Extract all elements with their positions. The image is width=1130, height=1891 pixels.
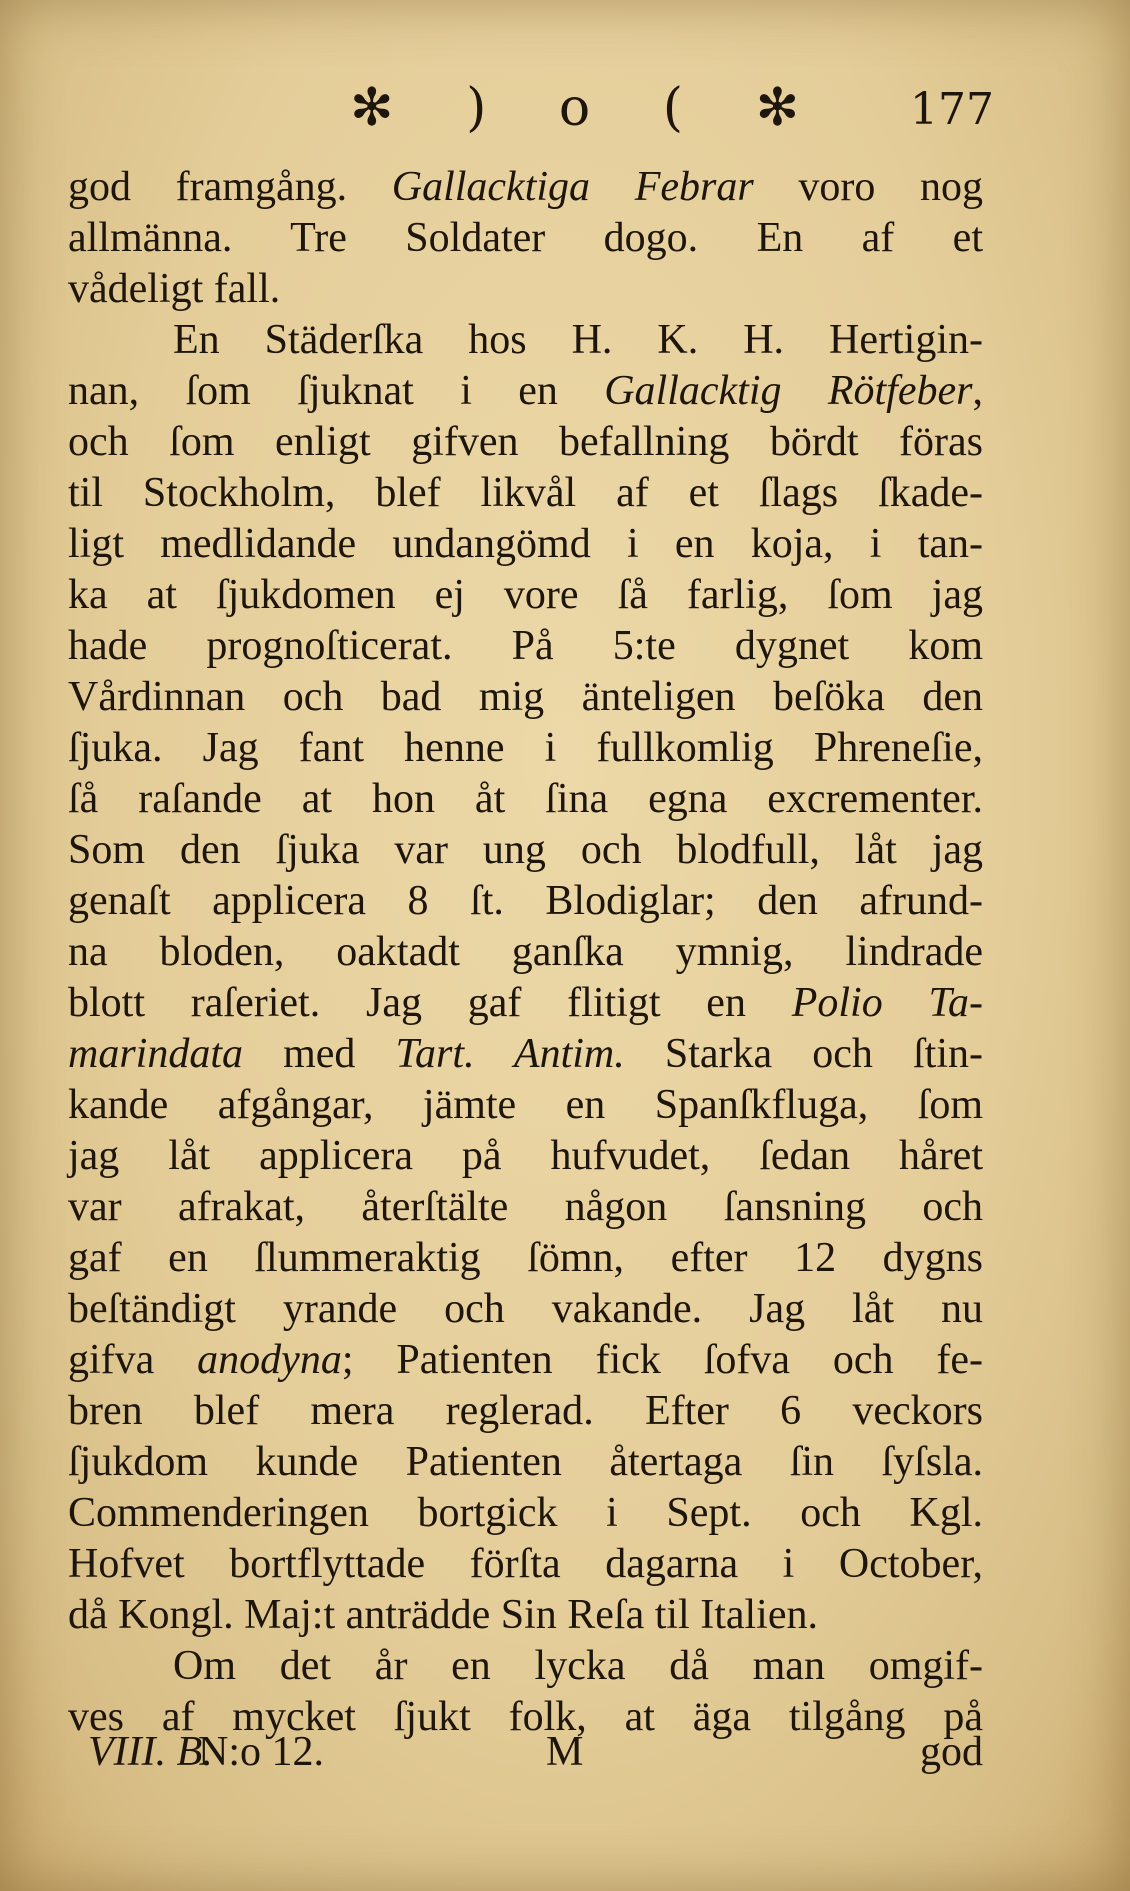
text-line: [68, 162, 983, 213]
text-segment: Som den ſjuka var ung och blodfull, låt jag: [68, 827, 983, 873]
text-line: [68, 1233, 983, 1284]
text-segment: ſjuka. Jag fant henne i fullkomlig Phreneſie,: [68, 725, 983, 771]
text-line: [68, 1029, 983, 1080]
text-line: [68, 1182, 983, 1233]
text-segment: Om det år en lycka då man omgif-: [173, 1643, 983, 1689]
text-line: [68, 825, 983, 876]
catchword: god: [920, 1729, 983, 1775]
text-segment: ligt medlidande undangömd i en koja, i tan-: [68, 521, 983, 567]
text-segment: allmänna. Tre Soldater dogo. En af et: [68, 215, 983, 261]
text-segment: gaf en ſlummeraktig ſömn, efter 12 dygns: [68, 1235, 983, 1281]
text-line: [68, 315, 983, 366]
text-line: [68, 519, 983, 570]
text-segment: beſtändigt yrande och vakande. Jag låt nu: [68, 1286, 983, 1332]
text-line: [68, 570, 983, 621]
italic-text-segment: marindata: [68, 1031, 244, 1077]
text-line: [68, 723, 983, 774]
text-segment: Vårdinnan och bad mig änteligen beſöka den: [68, 674, 983, 720]
text-line: [68, 264, 983, 315]
text-segment: En Städerſka hos H. K. H. Hertigin-: [173, 317, 983, 363]
text-segment: var afrakat, återſtälte någon ſansning och: [68, 1184, 983, 1230]
text-line: [68, 1641, 983, 1692]
text-segment: med: [243, 1031, 396, 1077]
text-line: [68, 1284, 983, 1335]
text-segment: då Kongl. Maj:t anträdde Sin Reſa til Italien.: [68, 1592, 818, 1638]
text-line: [68, 417, 983, 468]
text-segment: god framgång.: [68, 164, 392, 210]
text-segment: Starka och ſtin-: [624, 1031, 984, 1077]
text-segment: ves af mycket ſjukt folk, at äga tilgång på: [68, 1694, 983, 1740]
text-line: [68, 468, 983, 519]
text-segment: til Stockholm, blef likvål af et ſlags ſkade-: [68, 470, 983, 516]
page-number: 177: [910, 84, 994, 135]
text-line: [68, 213, 983, 264]
text-line: [68, 1590, 983, 1641]
page-footer: [68, 1728, 983, 1788]
text-line: [68, 1131, 983, 1182]
volume-mark: VIII. B.: [88, 1729, 213, 1775]
italic-text-segment: Gallacktiga Febrar: [391, 164, 754, 210]
text-segment: ; Patienten fick ſofva och fe-: [341, 1337, 983, 1383]
italic-text-segment: anodyna: [197, 1337, 342, 1383]
text-segment: jag låt applicera på hufvudet, ſedan håret: [68, 1133, 983, 1179]
text-line: [68, 1386, 983, 1437]
text-line: [68, 621, 983, 672]
text-segment: hade prognoſticerat. På 5:te dygnet kom: [68, 623, 983, 669]
text-segment: och ſom enligt gifven befallning bördt föras: [68, 419, 983, 465]
text-line: [68, 1488, 983, 1539]
italic-text-segment: Tart. Antim.: [395, 1031, 625, 1077]
text-segment: ſå raſande at hon åt ſina egna excrementer.: [68, 776, 983, 822]
text-segment: bren blef mera reglerad. Efter 6 veckors: [68, 1388, 983, 1434]
page-header: [0, 78, 1130, 148]
text-line: [68, 672, 983, 723]
text-segment: blott raſeriet. Jag gaf flitigt en: [68, 980, 792, 1026]
text-segment: nan, ſom ſjuknat i en: [68, 368, 605, 414]
text-segment: Hofvet bortflyttade förſta dagarna i October,: [68, 1541, 983, 1587]
text-segment: kande afgångar, jämte en Spanſkfluga, ſom: [68, 1082, 983, 1128]
text-line: [68, 774, 983, 825]
text-line: [68, 978, 983, 1029]
signature-mark: M: [546, 1729, 584, 1775]
text-segment: gifva: [68, 1337, 198, 1383]
text-segment: ,: [972, 368, 983, 414]
italic-text-segment: Polio Ta-: [791, 980, 984, 1026]
text-line: [68, 1080, 983, 1131]
body-text: [68, 162, 983, 1743]
text-line: [68, 366, 983, 417]
text-segment: na bloden, oaktadt ganſka ymnig, lindrade: [68, 929, 983, 975]
header-ornament: ✻ ) o ( ✻: [350, 78, 828, 138]
text-segment: Commenderingen bortgick i Sept. och Kgl.: [68, 1490, 983, 1536]
text-line: [68, 876, 983, 927]
text-segment: ſjukdom kunde Patienten återtaga ſin ſyſsla.: [68, 1439, 983, 1485]
text-line: [68, 927, 983, 978]
text-line: [68, 1437, 983, 1488]
text-segment: vådeligt fall.: [68, 266, 281, 312]
text-segment: ka at ſjukdomen ej vore ſå farlig, ſom jag: [68, 572, 983, 618]
issue-number: N:o 12.: [198, 1729, 324, 1775]
text-line: [68, 1335, 983, 1386]
italic-text-segment: Gallacktig Rötfeber: [604, 368, 973, 414]
text-segment: voro nog: [753, 164, 983, 210]
text-segment: genaſt applicera 8 ſt. Blodiglar; den afrund-: [68, 878, 983, 924]
text-line: [68, 1539, 983, 1590]
